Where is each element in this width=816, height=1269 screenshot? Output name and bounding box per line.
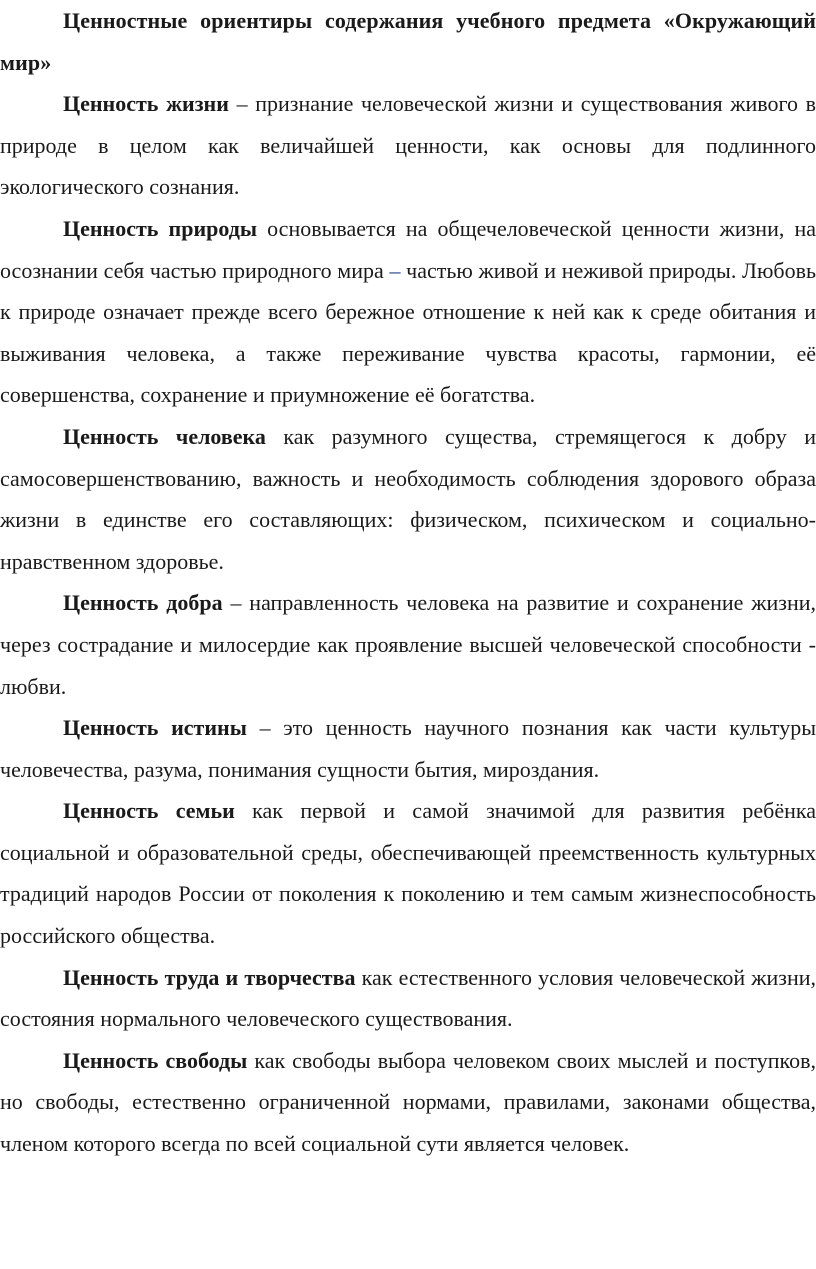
paragraph-nature-value [0, 208, 816, 416]
term-nature-value: Ценность природы [63, 215, 258, 241]
term-life-value: Ценность жизни [63, 91, 229, 117]
paragraph-text: – направленность человека на развитие и сохранение жизни, через сострадание и милосердие как проявление высшей человеческой способности - любви. [0, 590, 816, 699]
term-truth-value: Ценность истины [63, 715, 247, 741]
paragraph-text: – признание человеческой жизни и существования живого в природе в целом как величайшей ценности, как основы для подлинного экологического сознания. [0, 91, 816, 200]
paragraph-text: основывается на общечеловеческой ценности жизни, на осознании себя частью природного мира [0, 215, 816, 283]
paragraph-good-value [0, 582, 816, 707]
accent-dash: – [389, 257, 401, 283]
term-freedom-value: Ценность свободы [63, 1047, 248, 1073]
term-human-value: Ценность человека [63, 423, 266, 449]
term-labor-value: Ценность труда и творчества [63, 964, 356, 990]
paragraph-freedom-value [0, 1040, 816, 1165]
term-family-value: Ценность семьи [63, 798, 235, 824]
paragraph-text: частью живой и неживой природы. Любовь к природе означает прежде всего бережное отношение к ней как к среде обитания и выживания человека, а также переживание чувства красоты, гармонии, её совершенства, сохранение и приумножение её богатства. [0, 257, 816, 408]
document-title: Ценностные ориентиры содержания учебного предмета «Окружающий мир» [0, 8, 816, 75]
paragraph-text: как разумного существа, стремящегося к добру и самосовершенствованию, важность и необходимость соблюдения здорового образа жизни в единстве его составляющих: физическом, психическом и социально-нравственном здоровье. [0, 423, 816, 574]
paragraph-family-value [0, 790, 816, 956]
paragraph-text: как первой и самой значимой для развития ребёнка социальной и образовательной среды, обеспечивающей преемственность культурных традиций народов России от поколения к поколению и тем самым жизнеспособность российского общества. [0, 798, 816, 949]
paragraph-human-value [0, 416, 816, 582]
term-good-value: Ценность добра [63, 590, 223, 616]
paragraph-text: – это ценность научного познания как части культуры человечества, разума, понимания сущности бытия, мироздания. [0, 715, 816, 782]
paragraph-life-value [0, 83, 816, 208]
paragraph-text: как естественного условия человеческой жизни, состояния нормального человеческого существования. [0, 964, 816, 1032]
paragraph-labor-value [0, 957, 816, 1040]
paragraph-truth-value [0, 707, 816, 790]
paragraph-text: как свободы выбора человеком своих мыслей и поступков, но свободы, естественно ограниченной нормами, правилами, законами общества, членом которого всегда по всей социальной сути является человек. [0, 1047, 816, 1157]
